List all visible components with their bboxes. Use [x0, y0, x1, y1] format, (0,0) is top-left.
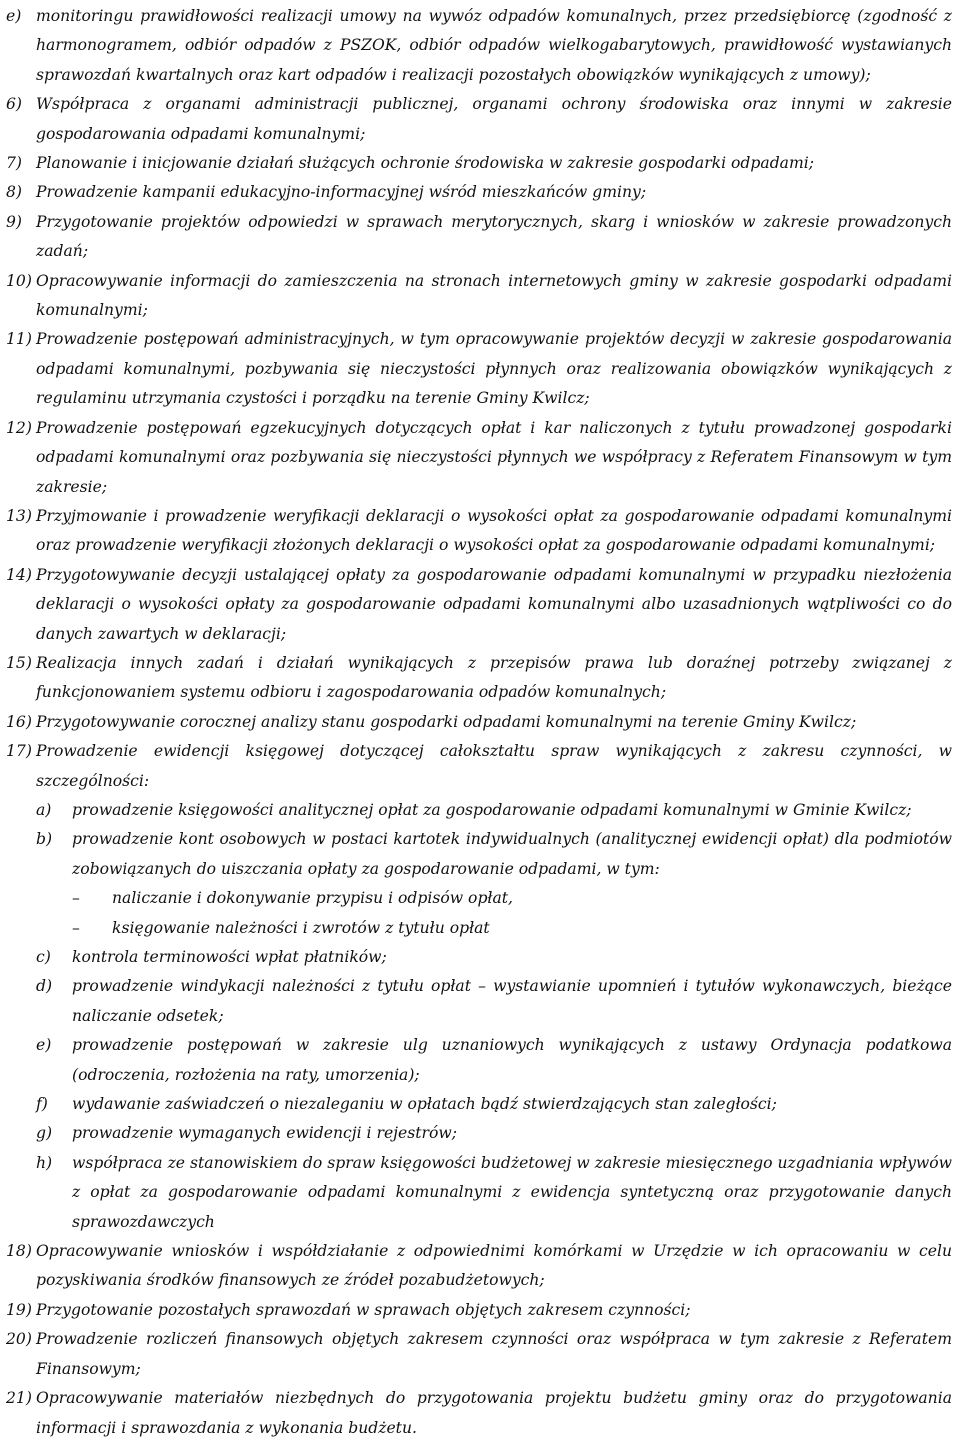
list-item: [6, 267, 952, 326]
list-item: [6, 561, 952, 649]
dash-list-item: [6, 914, 952, 943]
item-label: 18): [6, 1242, 32, 1261]
sub-item-text: prowadzenie postępowań w zakresie ulg uznaniowych wynikających z ustawy Ordynacja podatkowa (odroczenia, rozłożenia na raty, umorzenia);: [72, 1036, 952, 1084]
item-label: 9): [6, 212, 23, 231]
item-label: e): [6, 7, 22, 25]
item-text: Prowadzenie ewidencji księgowej dotyczącej całokształtu spraw wynikających z zakresu czynności, w szczególności:: [36, 742, 952, 790]
list-item: [6, 1384, 952, 1443]
dash-list-item: [6, 884, 952, 913]
item-label: 11): [6, 330, 32, 349]
item-label: 6): [6, 95, 23, 114]
item-label: 13): [6, 506, 32, 525]
list-item: [6, 737, 952, 796]
item-text: Prowadzenie postępowań egzekucyjnych dotyczących opłat i kar naliczonych z tytułu prowadzonej gospodarki odpadami komunalnymi oraz pozbywania się nieczystości płynnych we współpracy z Referatem Finansowym w tym zakresie;: [36, 418, 952, 496]
sub-item-text: prowadzenie kont osobowych w postaci kartotek indywidualnych (analitycznej ewidencji opłat) dla podmiotów zobowiązanych do uiszczania opłaty za gospodarowanie odpadami, w tym:: [72, 830, 952, 878]
list-item: [6, 90, 952, 149]
item-text: Opracowywanie materiałów niezbędnych do przygotowania projektu budżetu gminy oraz do przygotowania informacji i sprawozdania z wykonania budżetu.: [36, 1389, 952, 1437]
sub-list-item: [6, 1119, 952, 1148]
sub-item-label: c): [36, 948, 51, 966]
item-label: 19): [6, 1300, 32, 1319]
list-item: [6, 414, 952, 502]
item-text: Przyjmowanie i prowadzenie weryfikacji deklaracji o wysokości opłat za gospodarowanie odpadami komunalnymi oraz prowadzenie weryfikacji złożonych deklaracji o wysokości opłat za gospodarowanie odpadami komunalnymi;: [36, 506, 952, 555]
dash-bullet: –: [72, 918, 80, 937]
sub-item-text: współpraca ze stanowiskiem do spraw księgowości budżetowej w zakresie miesięcznego uzgadniania wpływów z opłat za gospodarowanie odpadami komunalnymi z ewidencja syntetyczną oraz przygotowanie danych sprawozdawczych: [72, 1153, 952, 1231]
sub-list-item: [6, 1090, 952, 1119]
list-item: [6, 1325, 952, 1384]
list-item: [6, 208, 952, 267]
item-text: Prowadzenie postępowań administracyjnych, w tym opracowywanie projektów decyzji w zakresie gospodarowania odpadami komunalnymi, pozbywania się nieczystości płynnych oraz realizowania obowiązków wynikających z regulaminu utrzymania czystości i porządku na terenie Gminy Kwilcz;: [36, 330, 952, 408]
item-text: Przygotowywanie decyzji ustalającej opłaty za gospodarowanie odpadami komunalnymi w przypadku niezłożenia deklaracji o wysokości opłaty za gospodarowanie odpadami komunalnymi albo uzasadnionych wątpliwości co do danych zawartych w deklaracji;: [36, 565, 952, 643]
sub-item-label: b): [36, 830, 53, 849]
dash-item-text: księgowanie należności i zwrotów z tytułu opłat: [112, 918, 490, 937]
list-item: [6, 708, 952, 737]
item-text: monitoringu prawidłowości realizacji umowy na wywóz odpadów komunalnych, przez przedsiębiorcę (zgodność z harmonogramem, odbiór odpadów z PSZOK, odbiór odpadów wielkogabarytowych, prawidłowość wystawianych sprawozdań kwartalnych oraz kart odpadów i realizacji pozostałych obowiązków wynikających z umowy);: [36, 7, 952, 84]
item-text: Przygotowanie pozostałych sprawozdań w sprawach objętych zakresem czynności;: [36, 1300, 691, 1319]
list-item: [6, 1296, 952, 1325]
list-item: [6, 325, 952, 413]
sub-item-label: d): [36, 977, 53, 996]
sub-item-label: g): [36, 1124, 53, 1143]
sub-item-label: h): [36, 1153, 53, 1172]
item-text: Opracowywanie informacji do zamieszczenia na stronach internetowych gminy w zakresie gospodarki odpadami komunalnymi;: [36, 271, 952, 320]
list-item: [6, 2, 952, 90]
item-label: 21): [6, 1389, 32, 1408]
sub-list-item: [6, 1149, 952, 1237]
dash-bullet: –: [72, 889, 80, 908]
sub-item-label: a): [36, 800, 52, 819]
list-item: [6, 149, 952, 178]
item-text: Planowanie i inicjowanie działań służących ochronie środowiska w zakresie gospodarki odpadami;: [36, 154, 814, 173]
sub-item-label: f): [36, 1095, 48, 1114]
item-text: Współpraca z organami administracji publicznej, organami ochrony środowiska oraz innymi w zakresie gospodarowania odpadami komunalnymi;: [36, 95, 952, 143]
item-text: Realizacja innych zadań i działań wynikających z przepisów prawa lub doraźnej potrzeby związanej z funkcjonowaniem systemu odbioru i zagospodarowania odpadów komunalnych;: [36, 653, 952, 702]
sub-item-text: prowadzenie wymaganych ewidencji i rejestrów;: [72, 1124, 457, 1143]
item-label: 20): [6, 1330, 32, 1349]
list-item: [6, 178, 952, 207]
item-label: 16): [6, 712, 32, 731]
sub-item-text: kontrola terminowości wpłat płatników;: [72, 948, 387, 966]
sub-list-item: [6, 796, 952, 825]
item-text: Prowadzenie kampanii edukacyjno-informacyjnej wśród mieszkańców gminy;: [36, 183, 647, 202]
item-text: Prowadzenie rozliczeń finansowych objętych zakresem czynności oraz współpraca w tym zakresie z Referatem Finansowym;: [36, 1330, 952, 1378]
list-item: [6, 649, 952, 708]
item-label: 7): [6, 154, 23, 173]
item-text: Opracowywanie wniosków i współdziałanie z odpowiednimi komórkami w Urzędzie w ich opracowaniu w celu pozyskiwania środków finansowych ze źródeł pozabudżetowych;: [36, 1242, 952, 1290]
list-item: [6, 502, 952, 561]
list-item: [6, 1237, 952, 1296]
item-label: 17): [6, 742, 32, 761]
item-text: Przygotowanie projektów odpowiedzi w sprawach merytorycznych, skarg i wniosków w zakresie prowadzonych zadań;: [36, 212, 952, 261]
item-label: 10): [6, 271, 32, 290]
item-text: Przygotowywanie corocznej analizy stanu gospodarki odpadami komunalnymi na terenie Gminy Kwilcz;: [36, 712, 857, 731]
item-label: 8): [6, 183, 23, 202]
sub-item-text: prowadzenie księgowości analitycznej opłat za gospodarowanie odpadami komunalnymi w Gminie Kwilcz;: [72, 800, 912, 819]
dash-item-text: naliczanie i dokonywanie przypisu i odpisów opłat,: [112, 889, 513, 908]
sub-list-item: [6, 825, 952, 884]
sub-list-item: [6, 943, 952, 972]
sub-item-label: e): [36, 1036, 52, 1055]
item-label: 15): [6, 653, 32, 672]
item-label: 14): [6, 565, 32, 584]
sub-list-item: [6, 1031, 952, 1090]
sub-item-text: wydawanie zaświadczeń o niezaleganiu w opłatach bądź stwierdzających stan zaległości;: [72, 1095, 777, 1114]
item-label: 12): [6, 418, 32, 437]
sub-list-item: [6, 972, 952, 1031]
sub-item-text: prowadzenie windykacji należności z tytułu opłat – wystawianie upomnień i tytułów wykonawczych, bieżące naliczanie odsetek;: [72, 977, 952, 1025]
